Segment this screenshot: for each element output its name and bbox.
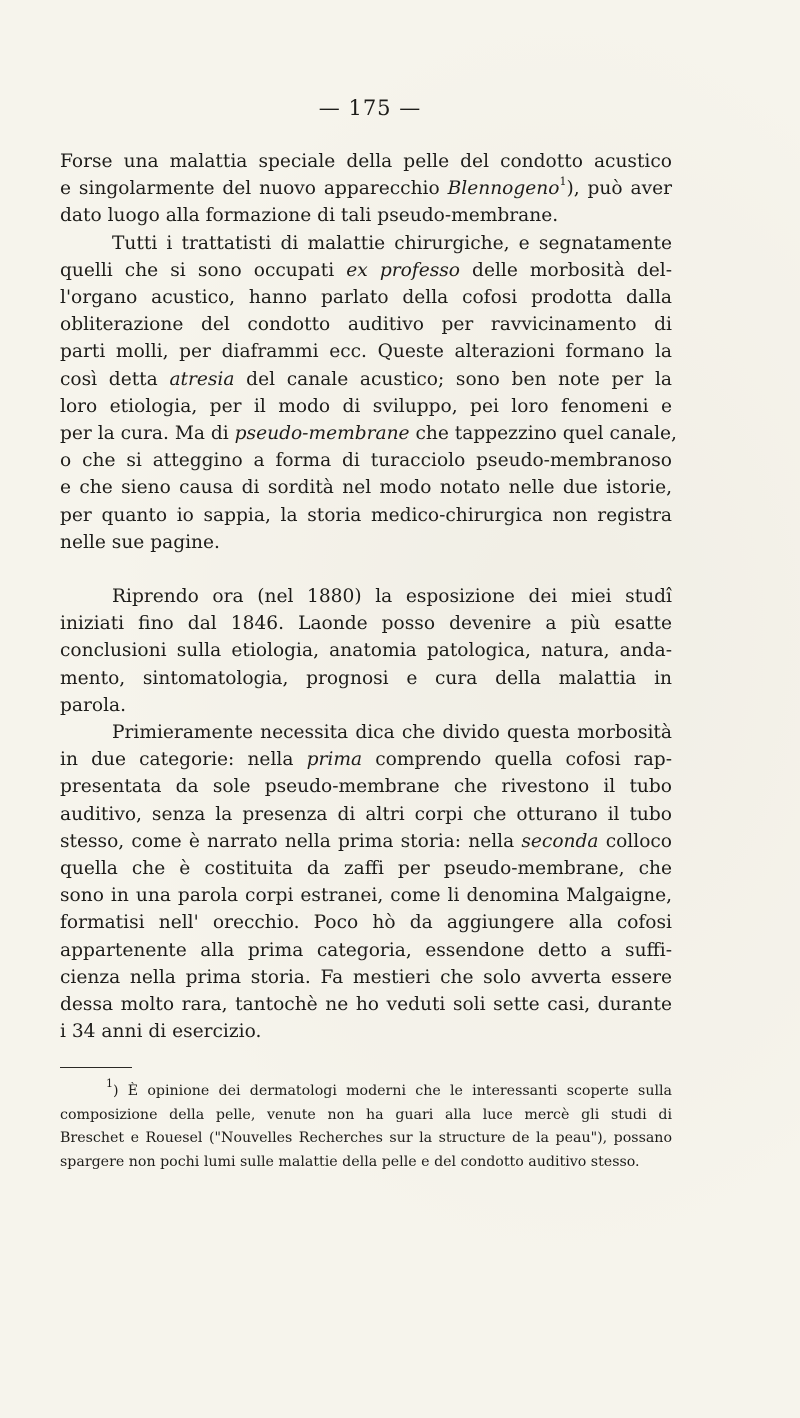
text-line: nelle sue pagine. — [60, 531, 220, 553]
italic-term: Blennogeno — [447, 178, 560, 200]
text-line: mento, sintomatologia, prognosi e cura della malattia in — [60, 667, 672, 689]
text-line: e che sieno causa di sordità nel modo notato nelle due istorie, — [60, 477, 672, 499]
text-line: loro etiologia, per il modo di sviluppo, pei loro fenomeni e — [60, 395, 672, 417]
text-line: l'organo acustico, hanno parlato della cofosi prodotta dalla — [60, 287, 672, 309]
text-line: conclusioni sulla etiologia, anatomia patologica, natura, anda- — [60, 640, 672, 662]
footnote-ref: 1 — [559, 175, 567, 189]
footnote-line — [60, 1077, 672, 1104]
text-line: obliterazione del condotto auditivo per ravvicinamento di — [60, 314, 672, 336]
text-line: presentata da sole pseudo-membrane che rivestono il tubo — [60, 776, 672, 798]
text-line: cienza nella prima storia. Fa mestieri che solo avverta essere — [60, 966, 672, 988]
italic-term: atresia — [169, 368, 235, 390]
text-line — [60, 175, 672, 202]
text-line: formatisi nell' orecchio. Poco hò da aggiungere alla cofosi — [60, 912, 672, 934]
text-line: per quanto io sappia, la storia medico-chirurgica non registra — [60, 504, 672, 526]
text-line: o che si atteggino a forma di turacciolo pseudo-membranoso — [60, 450, 672, 472]
text-span: delle morbosità del- — [459, 259, 672, 281]
text-span: quelli che si sono occupati — [60, 259, 347, 281]
text-line: appartenente alla prima categoria, essendone detto a suffi- — [60, 939, 672, 961]
text-line: parola. — [60, 694, 127, 716]
page-number: — 175 — — [318, 96, 422, 120]
text-span: che tappezzino quel canale, — [409, 423, 677, 445]
footnote — [60, 1077, 672, 1174]
footnote-line: spargere non pochi lumi sulle malattie della pelle e del condotto auditivo stesso. — [60, 1153, 640, 1170]
text-line: auditivo, senza la presenza di altri corpi che otturano il tubo — [60, 803, 672, 825]
text-span: per la cura. Ma di — [60, 423, 235, 445]
footnote-line: composizione della pelle, venute non ha guari alla luce mercè gli studi di — [60, 1106, 672, 1123]
body-text — [60, 148, 677, 1046]
text-line: parti molli, per diaframmi ecc. Queste alterazioni formano la — [60, 341, 672, 363]
text-line: quella che è costituita da zaffi per pseudo-membrane, che — [60, 858, 672, 880]
text-line: i 34 anni di esercizio. — [60, 1021, 262, 1043]
paragraph-gap — [60, 556, 672, 583]
text-line: iniziati fino dal 1846. Laonde posso devenire a più esatte — [60, 613, 672, 635]
footnote-marker: 1 — [106, 1077, 113, 1091]
footnote-rule — [60, 1067, 132, 1068]
text-span: ) È opinione dei dermatologi moderni che le interessanti scoperte sulla — [113, 1083, 672, 1099]
italic-term: pseudo-membrane — [234, 423, 410, 445]
text-span: colloco — [598, 830, 672, 852]
text-span: e singolarmente del nuovo apparecchio — [60, 178, 448, 200]
paragraph-3 — [60, 583, 672, 719]
paragraph-1 — [60, 148, 672, 230]
paragraph-2 — [60, 230, 677, 556]
text-line: Riprendo ora (nel 1880) la esposizione dei miei studî — [112, 586, 672, 608]
text-line: Tutti i trattatisti di malattie chirurgiche, e segnatamente — [112, 232, 672, 254]
text-span: in due categorie: nella — [60, 749, 307, 771]
footnote-line: Breschet e Rouesel ("Nouvelles Recherches sur la structure de la peau"), possano — [60, 1130, 672, 1146]
text-line: dato luogo alla formazione di tali pseudo-membrane. — [60, 205, 559, 227]
text-line — [60, 746, 672, 773]
italic-term: seconda — [521, 830, 599, 852]
text-line: Forse una malattia speciale della pelle del condotto acustico — [60, 151, 672, 172]
italic-term: ex professo — [346, 259, 460, 281]
text-line: Primieramente necessita dica che divido questa morbosità — [112, 722, 672, 744]
text-span: così detta — [60, 368, 170, 390]
text-line — [60, 257, 672, 284]
text-line — [60, 366, 672, 393]
italic-term: prima — [306, 749, 363, 771]
text-span: del canale acustico; sono ben note per la — [234, 368, 672, 390]
text-span: comprendo quella cofosi rap- — [362, 749, 672, 771]
text-line — [60, 828, 672, 855]
text-span: ), può aver — [566, 178, 672, 200]
text-line: dessa molto rara, tantochè ne ho veduti soli sette casi, durante — [60, 994, 672, 1016]
text-line — [60, 420, 677, 447]
text-span: stesso, come è narrato nella prima storia: nella — [60, 830, 522, 852]
paragraph-4 — [60, 719, 672, 1045]
text-line: sono in una parola corpi estranei, come li denomina Malgaigne, — [60, 885, 672, 907]
